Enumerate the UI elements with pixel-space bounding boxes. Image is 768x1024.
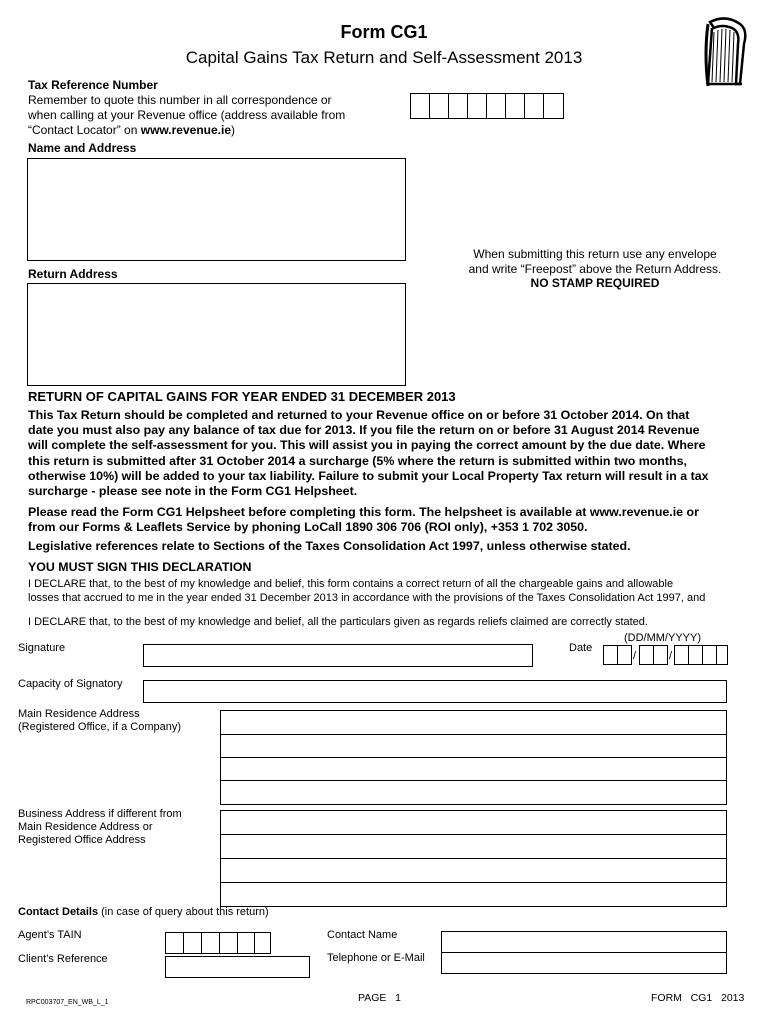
date-separator: / [669, 650, 673, 662]
main-residence-label-2: (Registered Office, if a Company) [18, 721, 182, 733]
date-day-cell[interactable] [603, 645, 618, 665]
harp-icon [700, 14, 752, 90]
tax-reference-cell[interactable] [467, 93, 487, 119]
agent-tain-cell[interactable] [254, 932, 271, 954]
address-line-divider [221, 780, 726, 781]
agent-tain-cell[interactable] [237, 932, 255, 954]
tax-reference-cell[interactable] [410, 93, 430, 119]
date-day-cell[interactable] [617, 645, 632, 665]
signature-label: Signature [18, 642, 66, 654]
date-format-hint: (DD/MM/YYYY) [624, 632, 701, 644]
date-month-cell[interactable] [639, 645, 654, 665]
revenue-link[interactable]: www.revenue.ie [140, 123, 231, 137]
instructions-paragraph-2: Please read the Form CG1 Helpsheet before completing this form. The helpsheet is available at www.revenue.ie or from our Forms & Leaflets Service by phoning LoCall 1890 306 706 (ROI only), +353 1 702 3050. [28, 505, 699, 535]
tax-reference-heading: Tax Reference Number [28, 78, 158, 92]
declaration-1-line-2: losses that accrued to me in the year ended 31 December 2013 in accordance with the provisions of the Taxes Consolidation Act 1997, and [28, 592, 706, 604]
tax-reference-note-3: “Contact Locator” on www.revenue.ie) [28, 123, 235, 137]
name-address-box[interactable] [27, 158, 406, 261]
contact-name-field[interactable] [441, 931, 727, 953]
agent-tain-input[interactable] [165, 932, 271, 954]
date-year-cell[interactable] [674, 645, 689, 665]
form-title: Form CG1 [340, 22, 428, 42]
contact-details-heading: Contact Details (in case of query about this return) [18, 906, 269, 918]
agent-tain-cell[interactable] [165, 932, 184, 954]
capacity-field[interactable] [143, 680, 727, 703]
main-residence-label-1: Main Residence Address [18, 708, 140, 720]
tax-reference-cell[interactable] [543, 93, 564, 119]
tax-reference-note-2: when calling at your Revenue office (address available from [28, 108, 346, 122]
tax-reference-cell[interactable] [486, 93, 506, 119]
signature-field[interactable] [143, 644, 533, 667]
address-line-divider [221, 734, 726, 735]
address-line-divider [221, 858, 726, 859]
address-line-divider [221, 834, 726, 835]
tax-reference-cell[interactable] [524, 93, 544, 119]
return-heading: RETURN OF CAPITAL GAINS FOR YEAR ENDED 31 DECEMBER 2013 [28, 389, 456, 404]
return-address-box [27, 283, 406, 386]
page-number: PAGE 1 [358, 992, 401, 1004]
address-line-divider [221, 882, 726, 883]
form-reference: FORM CG1 2013 [651, 992, 745, 1004]
agent-tain-cell[interactable] [219, 932, 238, 954]
declaration-1-line-1: I DECLARE that, to the best of my knowledge and belief, this form contains a correct return of all the chargeable gains and allowable [28, 578, 674, 590]
date-year-cell[interactable] [716, 645, 728, 665]
main-residence-field[interactable] [220, 710, 727, 805]
client-reference-label: Client’s Reference [18, 953, 108, 965]
date-separator: / [633, 650, 637, 662]
return-address-label: Return Address [28, 267, 118, 281]
instructions-paragraph-1: This Tax Return should be completed and returned to your Revenue office on or before 31 October 2014. On that date you must also pay any balance of tax due for 2013. If you file the return on or before 31 August 2014 Revenue will complete the self-assessment for you. This will assist you in paying the correct amount by the due date. Where this return is submitted after 31 October 2014 a surcharge (5% where the return is submitted within two months, otherwise 10%) will be added to your tax liability. Failure to submit your Local Property Tax return will result in a tax surcharge - please see note in the Form CG1 Helpsheet. [28, 408, 709, 499]
tax-reference-cell[interactable] [448, 93, 468, 119]
date-year-cell[interactable] [702, 645, 717, 665]
declaration-heading: YOU MUST SIGN THIS DECLARATION [28, 560, 252, 574]
date-month-cell[interactable] [653, 645, 668, 665]
business-address-label-1: Business Address if different from [18, 808, 182, 820]
legislative-note: Legislative references relate to Sections of the Taxes Consolidation Act 1997, unless otherwise stated. [28, 539, 631, 553]
no-stamp-note: NO STAMP REQUIRED [530, 276, 660, 290]
declaration-2: I DECLARE that, to the best of my knowledge and belief, all the particulars given as regards reliefs claimed are correctly stated. [28, 616, 648, 628]
form-code: RPC003707_EN_WB_L_1 [26, 999, 109, 1006]
agent-tain-cell[interactable] [201, 932, 220, 954]
phone-email-field[interactable] [441, 952, 727, 974]
envelope-note-2: and write “Freepost” above the Return Address. [468, 262, 722, 276]
date-input[interactable] [603, 645, 728, 665]
phone-email-label: Telephone or E-Mail [327, 952, 425, 964]
agent-tain-cell[interactable] [183, 932, 202, 954]
tax-reference-cell[interactable] [505, 93, 525, 119]
tax-reference-input[interactable] [410, 93, 564, 119]
agent-tain-label: Agent’s TAIN [18, 929, 82, 941]
date-label: Date [569, 642, 593, 654]
form-subtitle: Capital Gains Tax Return and Self-Assessment 2013 [185, 48, 583, 67]
address-line-divider [221, 757, 726, 758]
capacity-label: Capacity of Signatory [18, 678, 123, 690]
business-address-label-2: Main Residence Address or [18, 821, 153, 833]
contact-name-label: Contact Name [327, 929, 398, 941]
name-address-label: Name and Address [28, 141, 137, 155]
client-reference-field[interactable] [165, 956, 310, 978]
business-address-label-3: Registered Office Address [18, 834, 146, 846]
date-year-cell[interactable] [688, 645, 703, 665]
envelope-note-1: When submitting this return use any envelope [473, 247, 717, 261]
tax-reference-note-1: Remember to quote this number in all correspondence or [28, 93, 332, 107]
tax-reference-cell[interactable] [429, 93, 449, 119]
business-address-field[interactable] [220, 810, 727, 907]
